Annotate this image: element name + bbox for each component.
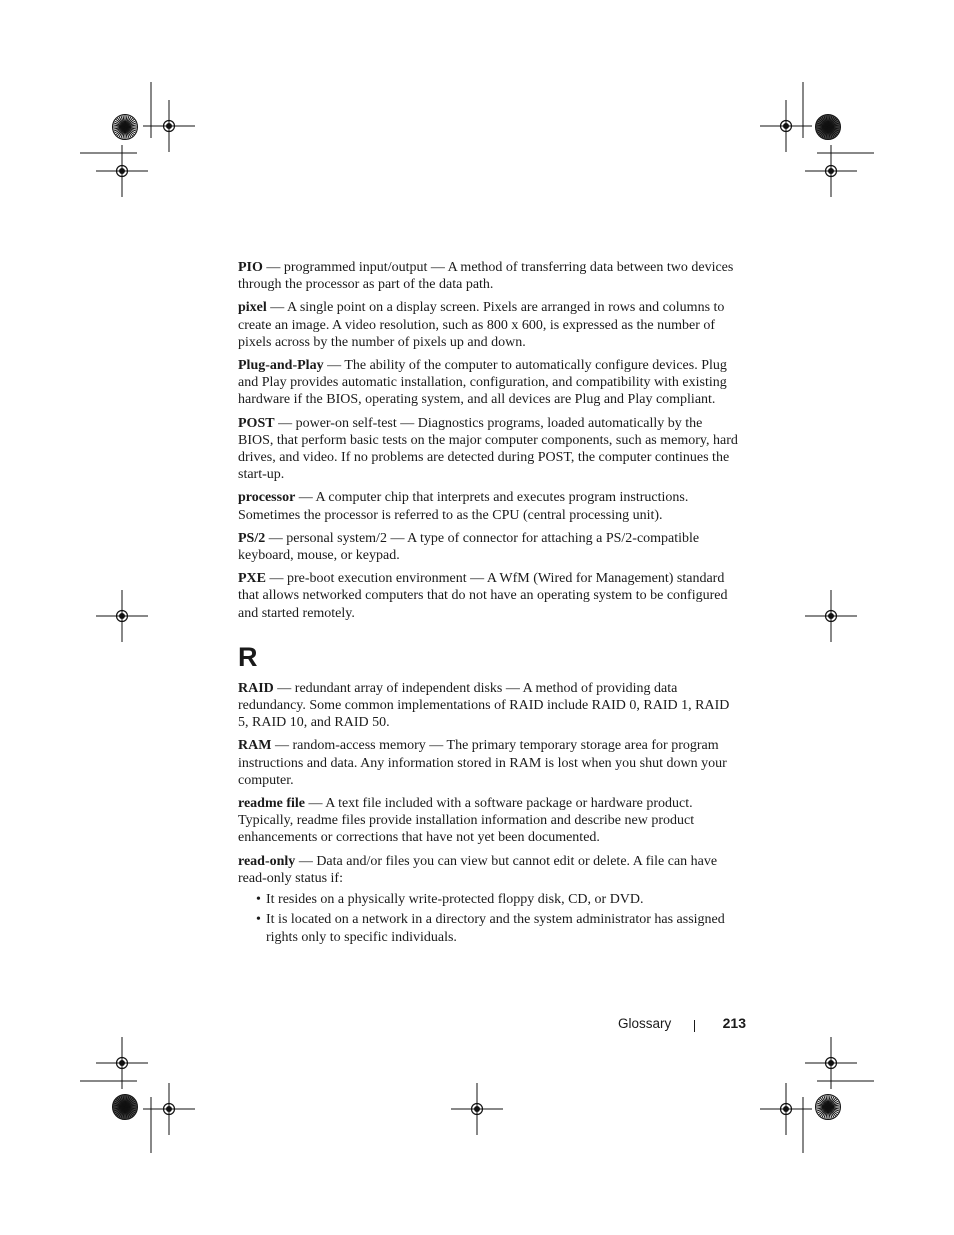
entry-definition: — pre-boot execution environment — A WfM (Wired for Management) standard that allows networked computers that do not have an operating system to be configured and started remotely. xyxy=(238,571,728,621)
entry-term: RAM xyxy=(238,738,272,754)
glossary-entry-readme-file xyxy=(238,795,738,847)
entry-definition: — A single point on a display screen. Pixels are arranged in rows and columns to create an image. A video resolution, such as 800 x 600, is expressed as the number of pixels across by the number of pixels up and down. xyxy=(238,300,725,350)
glossary-entry-read-only xyxy=(238,853,738,887)
footer-separator xyxy=(694,1020,695,1032)
glossary-entry-pxe xyxy=(238,570,738,622)
entry-definition: — random-access memory — The primary temporary storage area for program instructions and data. Any information stored in RAM is lost when you shut down your computer. xyxy=(238,738,727,788)
entry-definition: — programmed input/output — A method of transferring data between two devices through the processor as part of the data path. xyxy=(238,260,734,293)
entry-term: PXE xyxy=(238,571,266,587)
entry-definition: — power-on self-test — Diagnostics programs, loaded automatically by the BIOS, that perform basic tests on the major computer components, such as memory, hard drives, and video. If no problems are detected during POST, the computer continues the start-up. xyxy=(238,415,738,483)
section-heading-r: R xyxy=(238,641,258,672)
entry-term: PIO xyxy=(238,260,263,275)
list-item xyxy=(238,891,738,908)
list-item xyxy=(238,911,738,945)
page-number: 213 xyxy=(722,1015,746,1031)
glossary-entry-post xyxy=(238,415,738,484)
glossary-entry-pixel xyxy=(238,299,738,351)
entry-definition: — A text file included with a software package or hardware product. Typically, readme files provide installation information and describe new product enhancements or corrections that have not yet been documented. xyxy=(238,796,695,846)
entry-definition: — personal system/2 — A type of connector for attaching a PS/2-compatible keyboard, mouse, or keypad. xyxy=(238,530,700,564)
entry-definition: — A computer chip that interprets and executes program instructions. Sometimes the processor is referred to as the CPU (central processing unit). xyxy=(238,490,689,523)
entry-term: pixel xyxy=(238,300,267,316)
entry-term: PS/2 xyxy=(238,530,266,546)
footer-section-label: Glossary xyxy=(618,1016,672,1031)
entry-term: POST xyxy=(238,415,275,431)
list-item-text: It is located on a network in a directory and the system administrator has assigned rights only to specific individuals. xyxy=(266,912,725,945)
glossary-entry-plug-and-play xyxy=(238,357,738,409)
read-only-conditions-list xyxy=(238,891,738,946)
bullet-icon: • xyxy=(256,892,261,908)
entry-term: RAID xyxy=(238,680,274,696)
page-footer xyxy=(560,1014,746,1034)
glossary-entry-processor xyxy=(238,489,738,523)
entry-definition: — Data and/or files you can view but cannot edit or delete. A file can have read-only status if: xyxy=(238,853,718,886)
list-item-text: It resides on a physically write-protected floppy disk, CD, or DVD. xyxy=(266,892,644,908)
entry-term: read-only xyxy=(238,853,296,869)
entry-term: Plug-and-Play xyxy=(238,358,324,374)
entry-definition: — The ability of the computer to automatically configure devices. Plug and Play provides automatic installation, configuration, and compatibility with existing hardware if the BIOS, operating system, and all devices are Plug and Play compliant. xyxy=(238,358,727,408)
glossary-entry-pio xyxy=(238,259,738,293)
glossary-entry-ps2 xyxy=(238,530,738,564)
bullet-icon: • xyxy=(256,912,261,928)
glossary-content xyxy=(238,259,738,949)
glossary-entry-ram xyxy=(238,737,738,789)
entry-term: processor xyxy=(238,490,296,506)
entry-term: readme file xyxy=(238,796,305,812)
entry-definition: — redundant array of independent disks — A method of providing data redundancy. Some common implementations of RAID include RAID 0, RAID 1, RAID 5, RAID 10, and RAID 50. xyxy=(238,680,730,731)
glossary-entry-raid xyxy=(238,680,738,732)
